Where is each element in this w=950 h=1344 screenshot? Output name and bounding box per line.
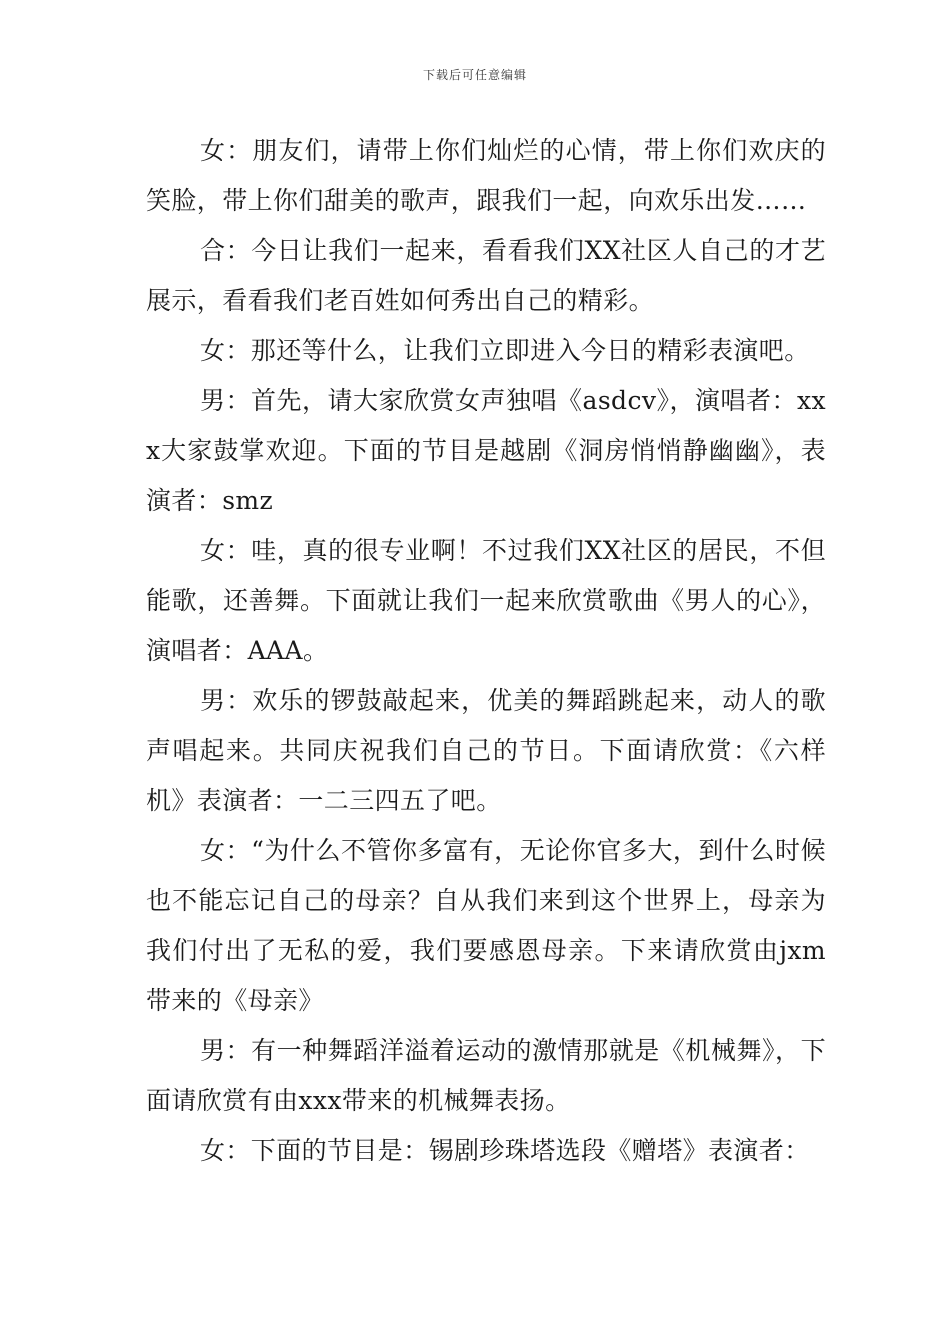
paragraph-6: 男：欢乐的锣鼓敲起来，优美的舞蹈跳起来，动人的歌声唱起来。共同庆祝我们自己的节日。下面请欣赏：《六样机》表演者：一二三四五了吧。 [146, 686, 826, 815]
paragraph-8: 男：有一种舞蹈洋溢着运动的激情那就是《机械舞》，下面请欣赏有由xxx带来的机械舞表扬。 [146, 1036, 826, 1115]
paragraph-2: 合：今日让我们一起来，看看我们XX社区人自己的才艺展示，看看我们老百姓如何秀出自己的精彩。 [146, 236, 826, 315]
paragraph-9: 女：下面的节目是：锡剧珍珠塔选段《赠塔》表演者： [200, 1136, 810, 1165]
page-header: 下载后可任意编辑 [422, 68, 527, 82]
paragraph-4: 男：首先，请大家欣赏女声独唱《asdcv》，演唱者：xxx大家鼓掌欢迎。下面的节目是越剧《洞房悄悄静幽幽》，表演者：smz [146, 386, 826, 515]
paragraph-5: 女：哇，真的很专业啊！不过我们XX社区的居民，不但能歌，还善舞。下面就让我们一起来欣赏歌曲《男人的心》，演唱者：AAA。 [146, 536, 826, 665]
paragraph-3: 女：那还等什么，让我们立即进入今日的精彩表演吧。 [200, 336, 810, 365]
paragraph-1: 女：朋友们，请带上你们灿烂的心情，带上你们欢庆的笑脸，带上你们甜美的歌声，跟我们一起，向欢乐出发…… [146, 136, 826, 215]
document-body [146, 126, 826, 1176]
paragraph-7: 女：“为什么不管你多富有，无论你官多大，到什么时候也不能忘记自己的母亲？自从我们来到这个世界上，母亲为我们付出了无私的爱，我们要感恩母亲。下来请欣赏由jxm带来的《母亲》 [146, 836, 826, 1015]
